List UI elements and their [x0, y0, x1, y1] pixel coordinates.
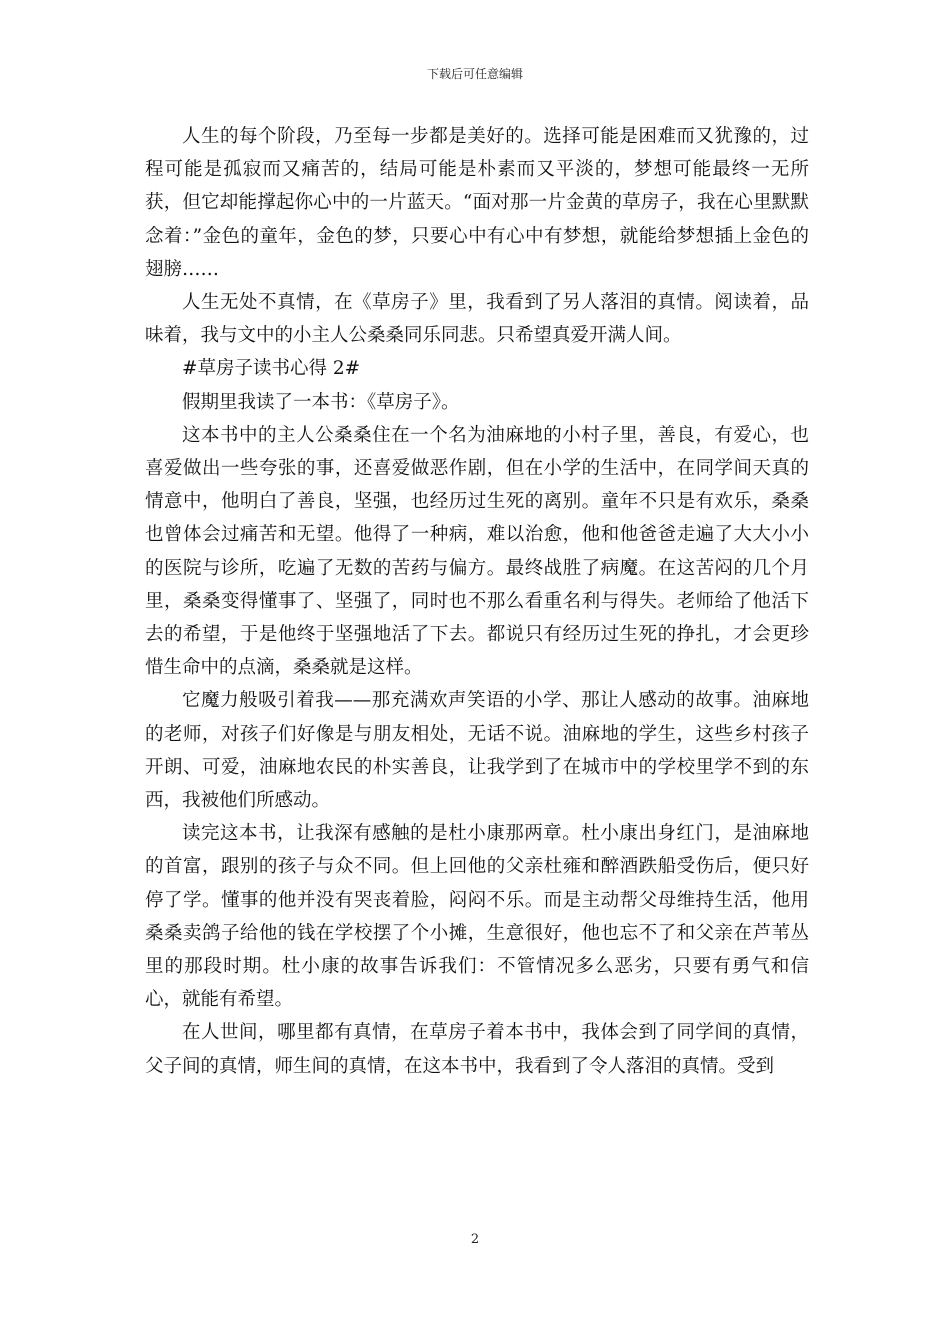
paragraph: 它魔力般吸引着我——那充满欢声笑语的小学、那让人感动的故事。油麻地的老师，对孩子们好像是与朋友相处，无话不说。油麻地的学生，这些乡村孩子开朗、可爱，油麻地农民的朴实善良，让我学到了在城市中的学校里学不到的东西，我被他们所感动。 [145, 690, 809, 812]
page-header: 下载后可任意编辑 [426, 67, 523, 81]
paragraph: 这本书中的主人公桑桑住在一个名为油麻地的小村子里，善良，有爱心，也喜爱做出一些夸张的事，还喜爱做恶作剧，但在小学的生活中，在同学间天真的情意中，他明白了善良，坚强，也经历过生死的离别。童年不只是有欢乐，桑桑也曾体会过痛苦和无望。他得了一种病，难以治愈，他和他爸爸走遍了大大小小的医院与诊所，吃遍了无数的苦药与偏方。最终战胜了病魔。在这苦闷的几个月里，桑桑变得懂事了、坚强了，同时也不那么看重名利与得失。老师给了他活下去的希望，于是他终于坚强地活了下去。都说只有经历过生死的挣扎，才会更珍惜生命中的点滴，桑桑就是这样。 [145, 424, 809, 679]
section-heading: #草房子读书心得 2# [182, 358, 361, 380]
paragraph: 人生无处不真情，在《草房子》里，我看到了另人落泪的真情。阅读着，品味着，我与文中的小主人公桑桑同乐同悲。只希望真爱开满人间。 [145, 292, 809, 347]
paragraph: 假期里我读了一本书：《草房子》。 [182, 391, 460, 413]
document-body [145, 120, 809, 1083]
paragraph: 读完这本书，让我深有感触的是杜小康那两章。杜小康出身红门，是油麻地的首富，跟别的孩子与众不同。但上回他的父亲杜雍和醉酒跌船受伤后，便只好停了学。懂事的他并没有哭丧着脸，闷闷不乐。而是主动帮父母维持生活，他用桑桑卖鸽子给他的钱在学校摆了个小摊，生意很好，他也忘不了和父亲在芦苇丛里的那段时期。杜小康的故事告诉我们：不管情况多么恶劣，只要有勇气和信心，就能有希望。 [145, 823, 809, 1011]
paragraph: 人生的每个阶段，乃至每一步都是美好的。选择可能是困难而又犹豫的，过程可能是孤寂而又痛苦的，结局可能是朴素而又平淡的，梦想可能最终一无所获，但它却能撑起你心中的一片蓝天。“面对那一片金黄的草房子，我在心里默默念着：”金色的童年，金色的梦，只要心中有心中有梦想，就能给梦想插上金色的翅膀…… [145, 126, 809, 280]
paragraph: 在人世间，哪里都有真情，在草房子着本书中，我体会到了同学间的真情，父子间的真情，师生间的真情，在这本书中，我看到了令人落泪的真情。受到 [145, 1022, 809, 1077]
page-number: 2 [470, 1232, 480, 1247]
